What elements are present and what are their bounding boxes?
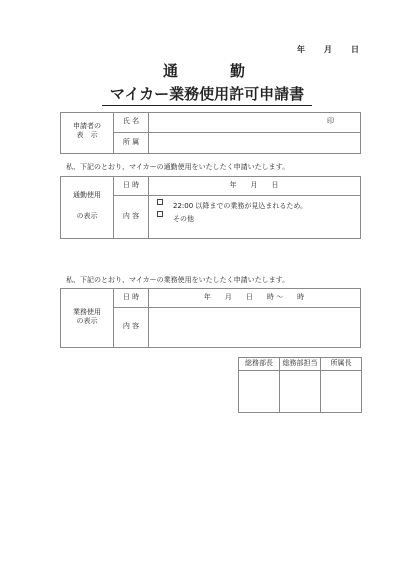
commute-content-label: 内 容 [122,212,140,220]
divider [113,195,360,196]
title-main [0,60,410,81]
business-datetime-label: 日 時 [122,293,140,301]
day-label: 日 [351,45,359,54]
name-label: 氏 名 [122,117,140,125]
business-datetime-value[interactable]: 年 月 日 時 ～ 時 [203,293,305,301]
business-content-label: 内 容 [122,322,140,330]
title-main-left: 通 [162,62,180,80]
stamp-box-department-head[interactable] [321,371,359,410]
applicant-label-line1: 申請者の [73,122,101,130]
option-1-label: 22:00 以降までの業務が見込まれるため。 [173,202,308,210]
stamp-box-general-affairs-staff[interactable] [280,371,319,410]
divider [113,132,360,133]
business-content-field[interactable] [150,309,358,345]
approval-col-general-affairs-staff: 総務部担当 [282,359,318,367]
commute-label-line1: 通勤使用 [73,191,101,199]
commute-statement: 私、下記のとおり、マイカーの通勤使用をいたしたく申請いたします。 [66,163,290,171]
stamp-box-general-affairs-manager[interactable] [239,371,278,410]
name-field[interactable] [150,113,320,131]
commute-label-line2: の表示 [76,212,98,220]
affiliation-label: 所 属 [122,138,140,146]
option-1-checkbox[interactable] [157,199,163,205]
seal-mark: 印 [327,117,334,125]
business-label-line1: 業務使用 [73,308,101,316]
affiliation-field[interactable] [150,134,358,152]
approval-col-general-affairs-manager: 総務部長 [245,359,273,367]
commute-datetime-label: 日 時 [122,181,140,189]
applicant-label-line2: 表 示 [76,131,98,139]
divider [113,307,360,308]
commute-datetime-value[interactable]: 年 月 日 [229,181,279,189]
year-label: 年 [297,45,305,54]
option-2-checkbox[interactable] [157,211,163,217]
approval-col-department-head: 所属長 [330,359,352,367]
option-2-label: その他 [173,215,194,223]
business-statement: 私、下記のとおり、マイカーの業務使用をいたしたく申請いたします。 [66,276,290,284]
page-title: マイカー業務使用許可申請書 [102,83,312,106]
title-main-right: 勤 [230,62,248,80]
month-label: 月 [324,45,332,54]
business-label-line2: の表示 [76,317,98,325]
